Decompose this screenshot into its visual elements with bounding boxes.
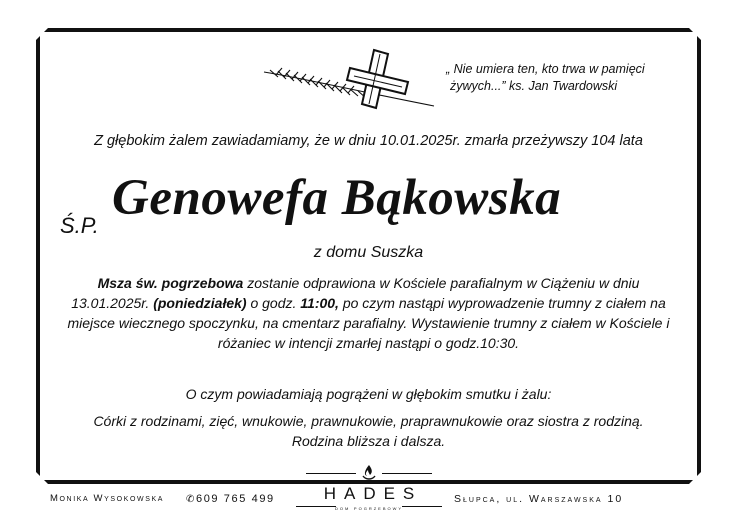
maiden-name: z domu Suszka [313,244,424,261]
logo-line-right [382,473,432,474]
memorial-quote [446,61,686,95]
mass-day: (poniedziałek) [153,295,247,311]
logo-name: HADES [323,484,423,503]
footer-address: Słupca, ul. Warszawska 10 [454,493,624,505]
phone-number: 609 765 499 [195,493,275,505]
mass-text-3: po czym nastąpi wyprowadzenie trumny z ciałem na miejsce wiecznego spoczynku, na cmentarz parafialny. Wystawienie trumny z ciałem w Kościele i różaniec w intencji zmarłej nastąpi o godz.10:30. [67,295,670,351]
deceased-name: Genowefa Bąkowska [112,170,562,226]
footer-contact-person: Monika Wysokowska [50,493,165,504]
funeral-mass-details [60,273,677,353]
mass-time: 11:00, [300,295,339,311]
logo-line-left [306,473,356,474]
mass-text-2: o godz. [246,295,301,311]
quote-line-2: żywych...” ks. Jan Twardowski [450,79,618,93]
logo-subtitle: dom pogrzebowy [334,506,404,512]
grief-line: O czym powiadamiają pogrążeni w głębokim smutku i żalu: [185,386,552,402]
mass-text-1: zostanie odprawiona w Kościele parafialnym w Ciążeniu w dniu 13.01.2025r. [71,275,640,311]
sp-prefix: Ś.P. [60,213,99,238]
flame-icon [361,464,377,482]
footer-phone [186,493,275,505]
death-announcement: Z głębokim żalem zawiadamiamy, że w dniu 10.01.2025r. zmarła przeżywszy 104 lata [94,133,643,149]
cross-with-palm-icon [262,44,438,116]
hades-logo [296,462,442,520]
quote-line-1: „ Nie umiera ten, kto trwa w pamięci [446,62,645,76]
family-line: Córki z rodzinami, zięć, wnukowie, prawnukowie, praprawnukowie oraz siostra z rodziną. Rodzina bliższa i dalsza. [93,413,644,449]
phone-icon: ✆ [186,494,196,505]
mass-intro: Msza św. pogrzebowa [97,275,244,291]
